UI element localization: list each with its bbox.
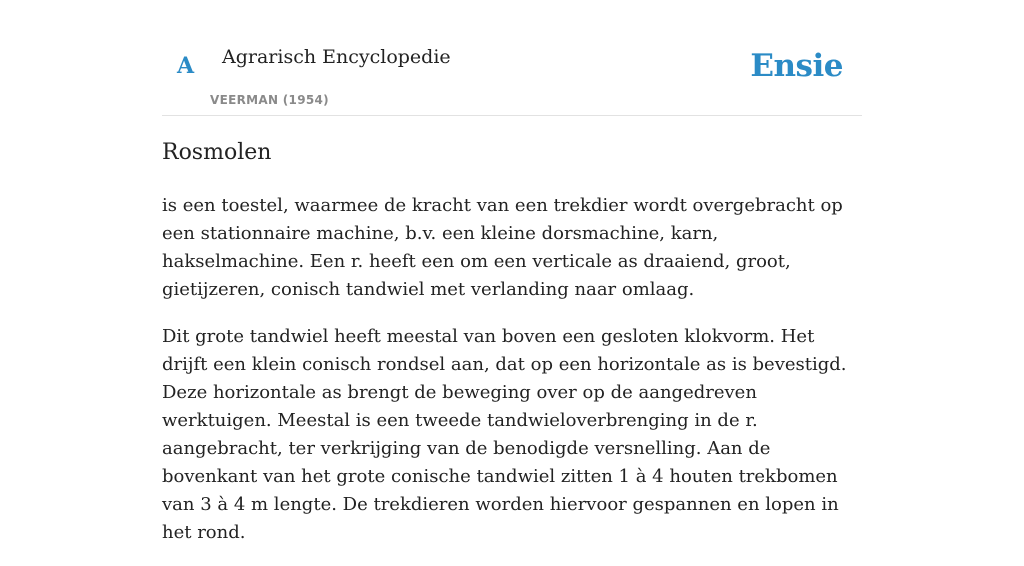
entry-paragraph: is een toestel, waarmee de kracht van een trekdier wordt overgebracht op een stationnaire machine, b.v. een kleine dorsmachine, karn, hakselmachine. Een r. heeft een om een verticale as draaiend, groot, gietijzeren, conisch tandwiel met verlanding naar omlaag.: [162, 195, 843, 300]
book-letter-badge[interactable]: A: [177, 53, 195, 79]
entry-header: [162, 0, 862, 116]
book-author: VEERMAN (1954): [210, 93, 329, 107]
content-container: [162, 0, 862, 543]
entry-paragraph: Dit grote tandwiel heeft meestal van boven een gesloten klokvorm. Het drijft een klein conisch rondsel aan, dat op een horizontale as is bevestigd. Deze horizontale as brengt de beweging over op de aangedreven werktuigen. Meestal is een tweede tandwieloverbrenging in de r. aangebracht, ter verkrijging van de benodigde versnelling. Aan de bovenkant van het grote conische tandwiel zitten 1 à 4 houten trekbomen van 3 à 4 m lengte. De trekdieren worden hiervoor gespannen en lopen in het rond.: [162, 326, 847, 543]
ensie-logo[interactable]: Ensie: [750, 48, 843, 84]
entry-body: [162, 192, 862, 566]
entry-title: Rosmolen: [162, 140, 272, 165]
book-title-link[interactable]: Agrarisch Encyclopedie: [222, 46, 451, 68]
